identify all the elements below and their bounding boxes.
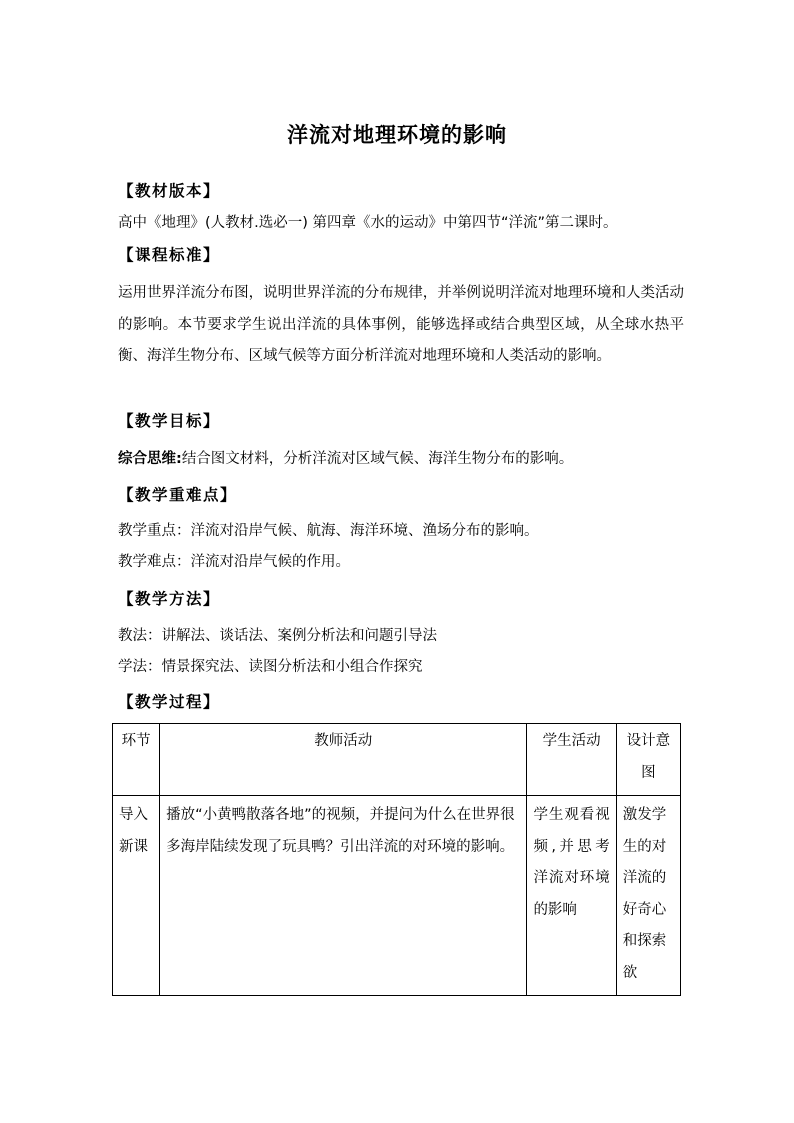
header-student-activity: 学生活动 xyxy=(527,724,616,796)
header-teacher-activity: 教师活动 xyxy=(160,724,527,796)
section-heading-methods: 【教学方法】 xyxy=(118,589,221,608)
textbook-text: 高中《地理》(人教材.选必一) 第四章《水的运动》中第四节“洋流”第二课时。 xyxy=(118,215,618,231)
objective-line xyxy=(118,449,688,469)
section-heading-keypoints: 【教学重难点】 xyxy=(118,485,238,504)
cell-design-intent: 激发学生的对洋流的好奇心和探索欲 xyxy=(616,796,680,996)
header-stage: 环节 xyxy=(113,724,160,796)
method-teach: 教法：讲解法、谈话法、案例分析法和问题引导法 xyxy=(118,628,437,644)
table-header-row xyxy=(113,724,681,796)
section-heading-standard: 【课程标准】 xyxy=(118,245,221,264)
objective-label: 综合思维: xyxy=(118,451,182,467)
keypoint-key: 教学重点：洋流对沿岸气候、航海、海洋环境、渔场分布的影响。 xyxy=(118,523,539,539)
section-heading-process: 【教学过程】 xyxy=(118,692,221,711)
cell-teacher-activity: 播放“小黄鸭散落各地”的视频，并提问为什么在世界很多海岸陆续发现了玩具鸭？引出洋流的对环境的影响。 xyxy=(160,796,527,996)
section-heading-objective: 【教学目标】 xyxy=(118,411,221,430)
cell-student-activity: 学生观看视频,并思考洋流对环境的影响 xyxy=(527,796,616,996)
section-heading-textbook: 【教材版本】 xyxy=(118,181,221,200)
header-design-intent: 设计意图 xyxy=(616,724,680,796)
objective-text: 结合图文材料，分析洋流对区域气候、海洋生物分布的影响。 xyxy=(181,451,574,467)
method-learn: 学法：情景探究法、读图分析法和小组合作探究 xyxy=(118,659,423,675)
keypoint-difficult: 教学难点：洋流对沿岸气候的作用。 xyxy=(118,554,350,570)
standard-text: 运用世界洋流分布图，说明世界洋流的分布规律，并举例说明洋流对地理环境和人类活动的影响。本节要求学生说出洋流的具体事例，能够选择或结合典型区域，从全球水热平衡、海洋生物分布、区域气候等方面分析洋流对地理环境和人类活动的影响。 xyxy=(118,285,684,364)
process-table xyxy=(112,723,681,996)
document-title: 洋流对地理环境的影响 xyxy=(287,122,507,147)
table-row xyxy=(113,796,681,996)
cell-stage: 导入新课 xyxy=(113,796,160,996)
